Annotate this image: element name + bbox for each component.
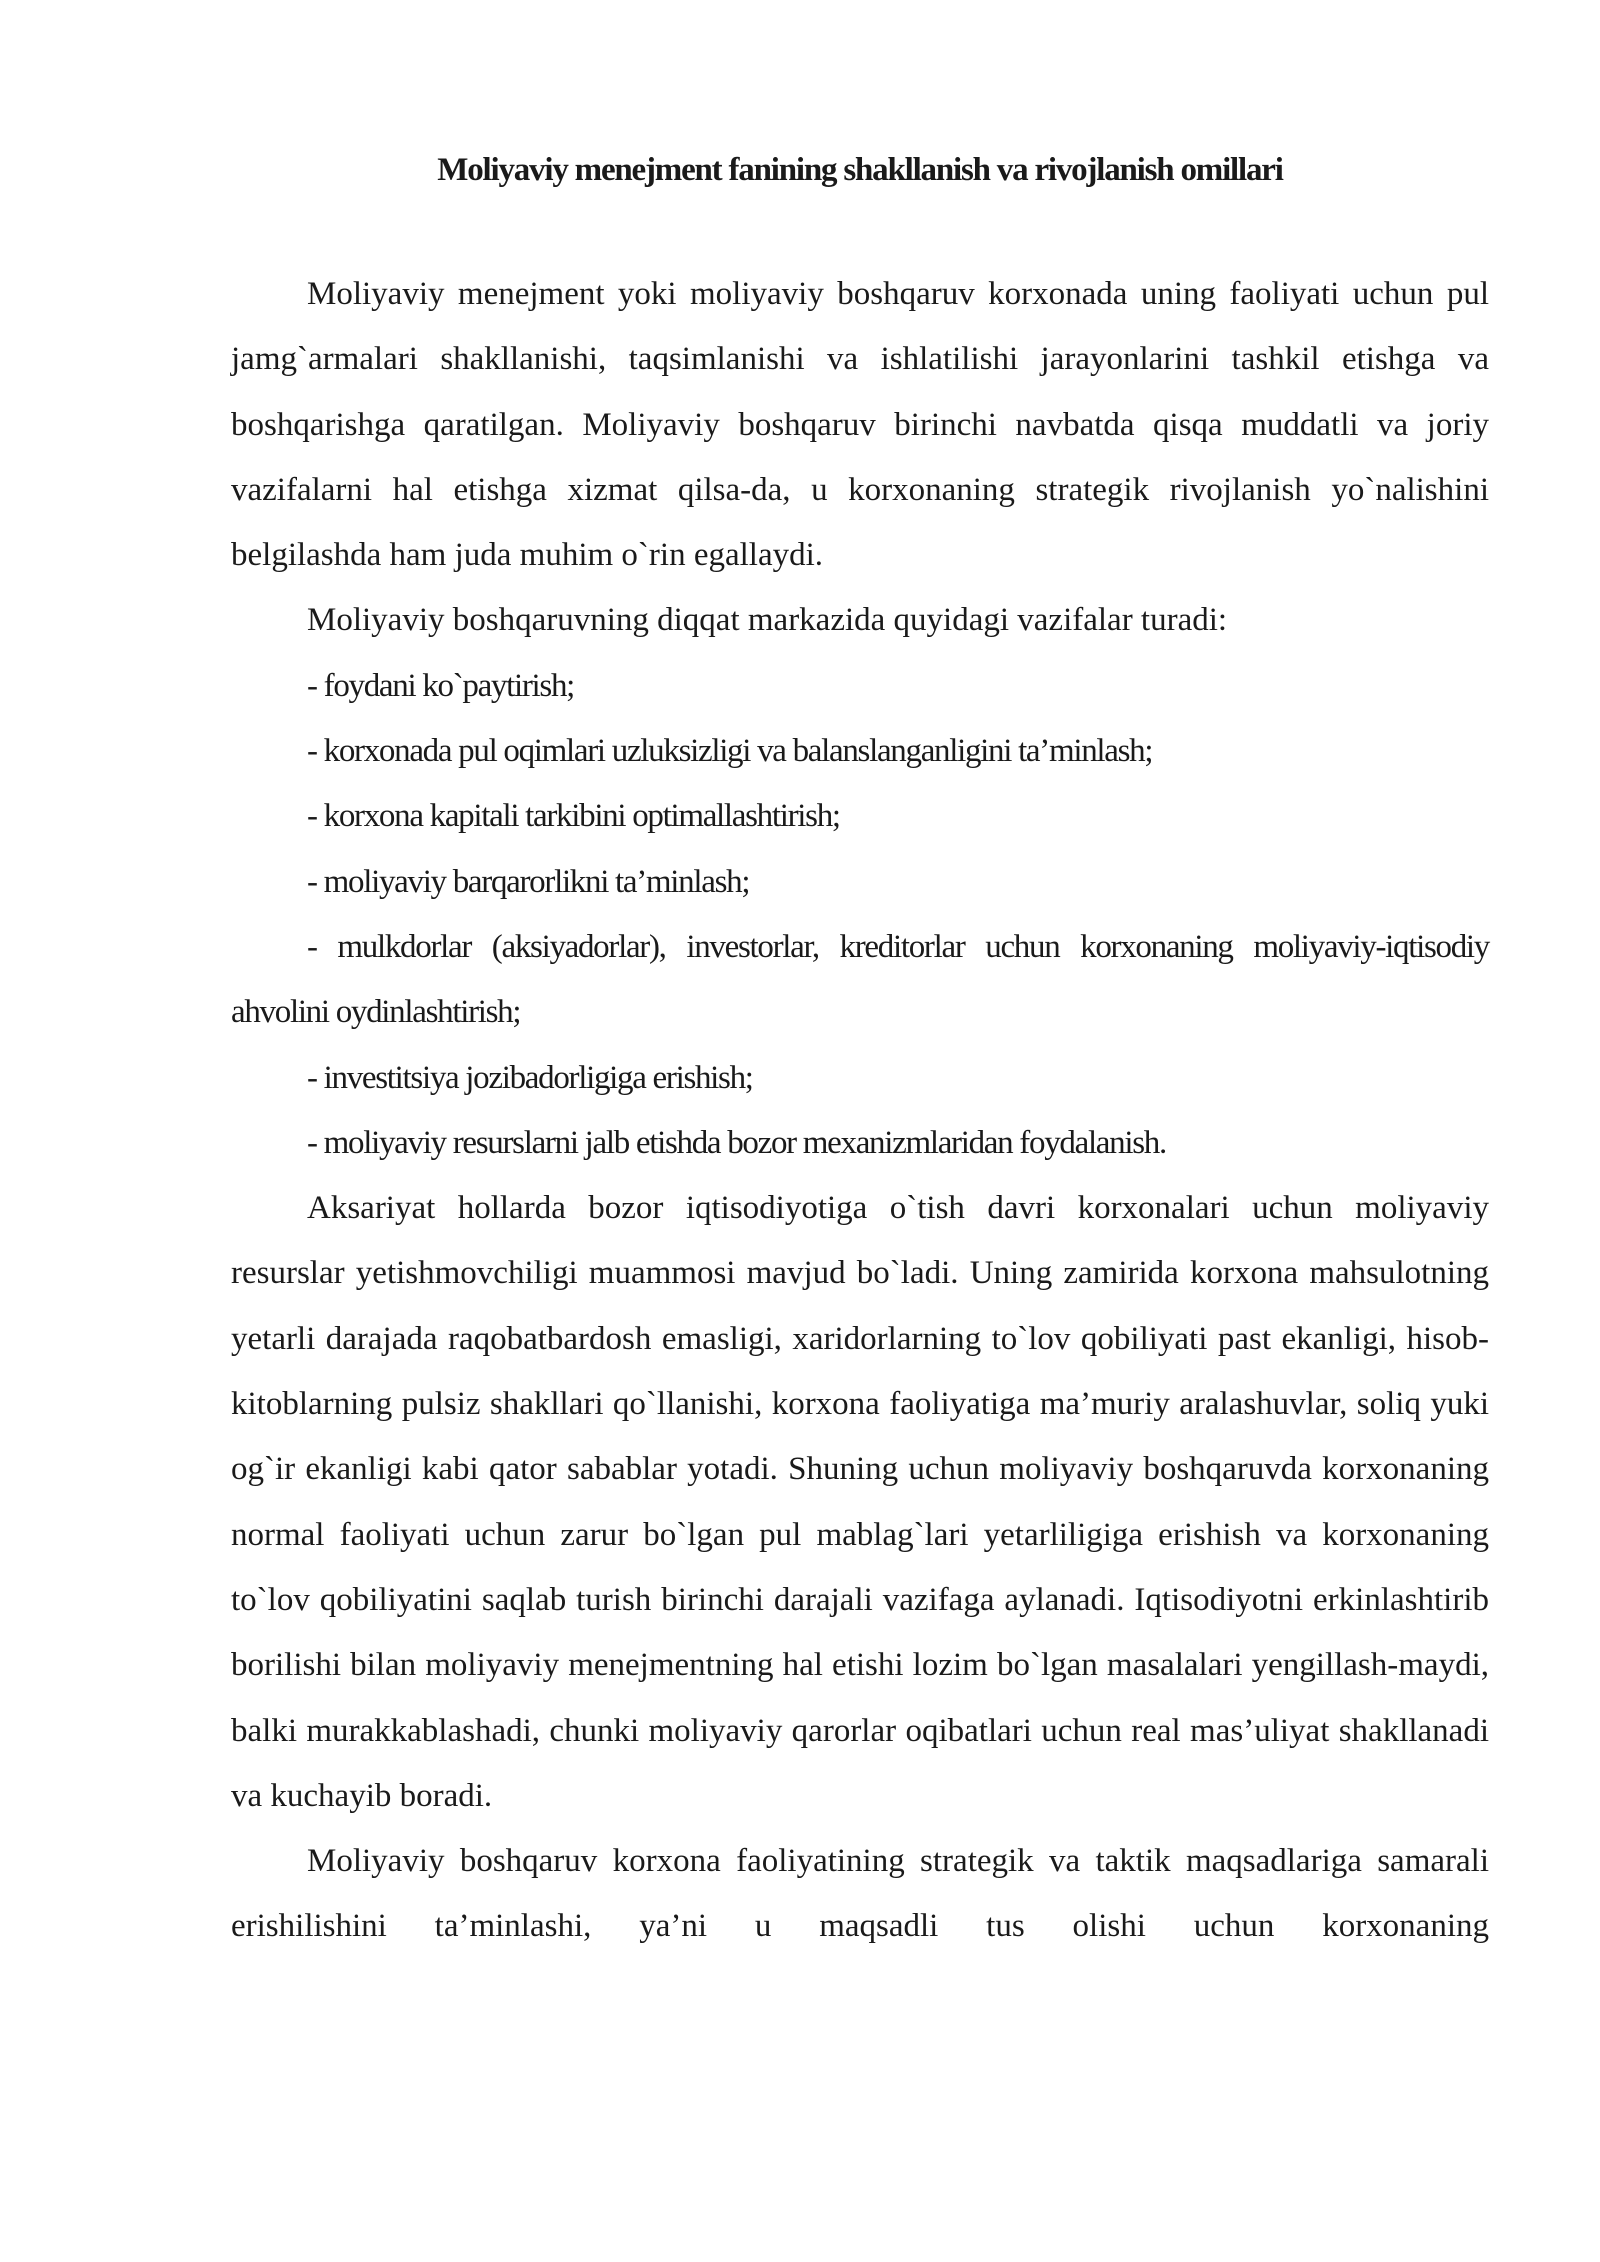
paragraph-strategy: Moliyaviy boshqaruv korxona faoliyatining strategik va taktik maqsadlariga samarali erishilishini ta’minlashi, ya’ni u maqsadli tus olishi uchun korxonaning xyxy=(231,1843,1489,1945)
paragraph-intro: Moliyaviy menejment yoki moliyaviy boshqaruv korxonada uning faoliyati uchun pul jamg`armalari shakllanishi, taqsimlanishi va ishlatilishi jarayonlarini tashkil etishga va boshqarishga qaratilgan. Moliyaviy boshqaruv birinchi navbatda qisqa muddatli va joriy vazifalarni hal etishga xizmat qilsa-da, u korxonaning strategik rivojlanish yo`nalishini belgilashda ham juda muhim o`rin egallaydi. xyxy=(231,276,1489,574)
list-item: - korxona kapitali tarkibini optimallashtirish; xyxy=(307,798,840,835)
tasks-list xyxy=(231,654,1489,1176)
list-intro: Moliyaviy boshqaruvning diqqat markazida quyidagi vazifalar turadi: xyxy=(307,602,1228,639)
list-item: - foydani ko`paytirish; xyxy=(307,667,575,704)
list-item: - moliyaviy barqarorlikni ta’minlash; xyxy=(307,863,750,900)
list-item: - mulkdorlar (aksiyadorlar), investorlar, kreditorlar uchun korxonaning moliyaviy-iqtisodiy ahvolini oydinlashtirish; xyxy=(231,928,1489,1031)
document-title: Moliyaviy menejment fanining shakllanish va rivojlanish omillari xyxy=(437,152,1283,188)
list-item: - moliyaviy resurslarni jalb etishda bozor mexanizmlaridan foydalanish. xyxy=(307,1124,1166,1161)
list-item: - investitsiya jozibadorligiga erishish; xyxy=(307,1059,753,1096)
paragraph-resources: Aksariyat hollarda bozor iqtisodiyotiga o`tish davri korxonalari uchun moliyaviy resurslar yetishmovchiligi muammosi mavjud bo`ladi. Uning zamirida korxona mahsulotning yetarli darajada raqobatbardosh emasligi, xaridorlarning to`lov qobiliyati past ekanligi, hisob-kitoblarning pulsiz shakllari qo`llanishi, korxona faoliyatiga ma’muriy aralashuvlar, soliq yuki og`ir ekanligi kabi qator sabablar yotadi. Shuning uchun moliyaviy boshqaruvda korxonaning normal faoliyati uchun zarur bo`lgan pul mablag`lari yetarliligiga erishish va korxonaning to`lov qobiliyatini saqlab turish birinchi darajali vazifaga aylanadi. Iqtisodiyotni erkinlashtirib borilishi bilan moliyaviy menejmentning hal etishi lozim bo`lgan masalalari yengillash-maydi, balki murakkablashadi, chunki moliyaviy qarorlar oqibatlari uchun real mas’uliyat shakllanadi va kuchayib boradi. xyxy=(231,1190,1489,1814)
list-item: - korxonada pul oqimlari uzluksizligi va balanslanganligini ta’minlash; xyxy=(307,733,1153,770)
document-page xyxy=(231,150,1489,1960)
